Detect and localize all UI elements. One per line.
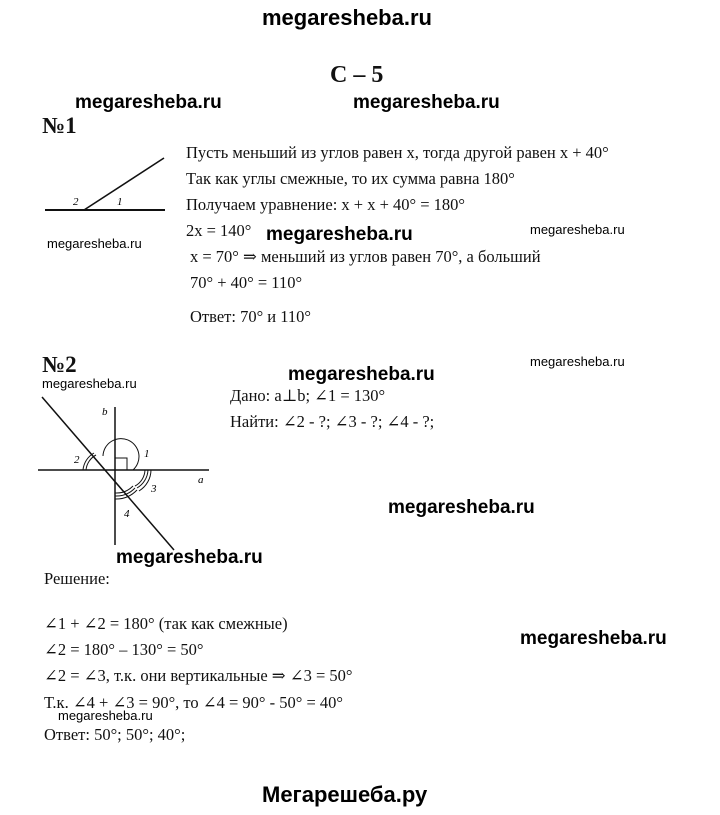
line-b-label: b	[102, 406, 108, 418]
task-2-number: №2	[42, 352, 77, 377]
watermark: megaresheba.ru	[266, 224, 413, 245]
task-1-answer: Ответ: 70° и 110°	[190, 307, 311, 326]
section-heading: С – 5	[330, 62, 384, 88]
watermark: megaresheba.ru	[530, 222, 625, 237]
task-1-line: Получаем уравнение: х + х + 40° = 180°	[186, 195, 466, 214]
angle-3-label: 3	[151, 483, 157, 495]
task-1-line: Так как углы смежные, то их сумма равна 180°	[186, 169, 515, 188]
watermark: megaresheba.ru	[530, 354, 625, 369]
task-1-line: 2х = 140°	[186, 221, 252, 240]
task-2-find: Найти: ∠2 - ?; ∠3 - ?; ∠4 - ?;	[230, 412, 435, 431]
watermark: megaresheba.ru	[47, 236, 142, 251]
task-2-answer: Ответ: 50°; 50°; 40°;	[44, 725, 186, 744]
task-1-line: х = 70° ⇒ меньший из углов равен 70°, а больший	[190, 247, 541, 266]
solution-line: ∠2 = ∠3, т.к. они вертикальные ⇒ ∠3 = 50°	[44, 666, 353, 685]
watermark: megaresheba.ru	[42, 376, 137, 391]
perpendicular-lines-diagram	[34, 395, 214, 555]
line-a-label: a	[198, 474, 204, 486]
task-1-line: 70° + 40° = 110°	[190, 273, 303, 292]
watermark-bottom: Мегарешеба.ру	[262, 782, 428, 807]
angle-1-label: 1	[144, 448, 150, 460]
angle-4-label: 4	[124, 508, 130, 520]
angle-2-label: 2	[74, 454, 80, 466]
angle-2-label: 2	[73, 196, 79, 208]
solution-line: Т.к. ∠4 + ∠3 = 90°, то ∠4 = 90° - 50° = 40°	[44, 693, 344, 712]
solution-line: ∠1 + ∠2 = 180° (так как смежные)	[44, 614, 288, 633]
adjacent-angles-diagram	[40, 150, 170, 220]
task-1-number: №1	[42, 113, 77, 138]
watermark-top: megaresheba.ru	[262, 5, 432, 30]
watermark: megaresheba.ru	[58, 708, 153, 723]
watermark: megaresheba.ru	[353, 92, 500, 113]
watermark: megaresheba.ru	[116, 547, 263, 568]
solution-title: Решение:	[44, 569, 110, 588]
watermark: megaresheba.ru	[520, 628, 667, 649]
solution-line: ∠2 = 180° – 130° = 50°	[44, 640, 204, 659]
task-1-line: Пусть меньший из углов равен х, тогда другой равен х + 40°	[186, 143, 609, 162]
watermark: megaresheba.ru	[288, 364, 435, 385]
task-2-given: Дано: a⊥b; ∠1 = 130°	[230, 386, 386, 405]
watermark: megaresheba.ru	[388, 497, 535, 518]
watermark: megaresheba.ru	[75, 92, 222, 113]
angle-1-label: 1	[117, 196, 123, 208]
